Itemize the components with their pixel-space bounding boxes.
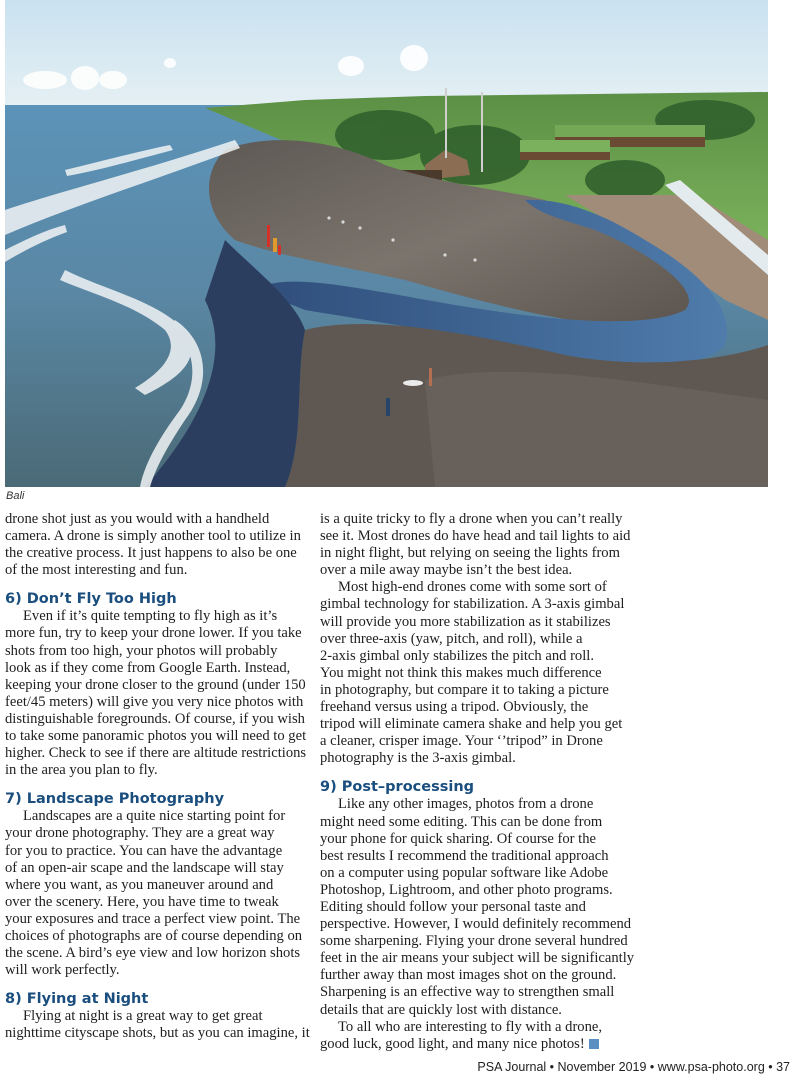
article-column-right bbox=[320, 511, 638, 1053]
gimbal-paragraph: Most high-end drones come with some sort of gimbal technology for stabilization. A 3-axis gimbal will provide you more stabilization as it stabilizes over three-axis (yaw, pitch, and roll), while a 2-axis gimbal only stabilizes the pitch and roll. You might not think this makes much difference in photography, but compare it to taking a picture freehand versus using a tripod. Obviously, the tripod will eliminate camera shake and help you get a cleaner, crisper image. Your ‘’tripod” in Drone photography is the 3-axis gimbal. bbox=[320, 579, 625, 767]
end-of-article-square-icon bbox=[589, 1039, 599, 1049]
section-6-paragraph: Even if it’s quite tempting to fly high as it’s more fun, try to keep your drone lower. If you take shots from too high, your photos will probably look as if they come from Google Earth. Instead, keeping your drone closer to the ground (under 150 feet/45 meters) will give you very nice photos with distinguishable foregrounds. Of course, if you wish to take some panoramic photos you will need to get higher. Check to see if there are altitude restrictions in the area you plan to fly. bbox=[5, 608, 307, 779]
heading-flying-at-night: 8) Flying at Night bbox=[5, 991, 149, 1008]
intro-paragraph: drone shot just as you would with a handheld camera. A drone is simply another tool to utilize in the creative process. It just happens to also be one of the most interesting and fun. bbox=[5, 511, 301, 579]
section-7-paragraph: Landscapes are a quite nice starting point for your drone photography. They are a great way for you to practice. You can have the advantage of an open-air scape and the landscape will stay where you want, as you maneuver around and over the scenery. Here, you have time to tweak your exposures and trace a perfect view point. The choices of photographs are of course depending on the scene. A bird’s eye view and low horizon shots will work perfectly. bbox=[5, 808, 303, 979]
section-9-paragraph: Like any other images, photos from a drone might need some editing. This can be done from your phone for quick sharing. Of course for the best results I recommend the traditional approach on a computer using popular software like Adobe Photoshop, Lightroom, and other photo programs. Editing should follow your personal taste and perspective. However, I would definitely recommend some sharpening. Flying your drone several hundred feet in the air means your subject will be significantly further away than most images shot on the ground. Sharpening is an effective way to strengthen small details that are quickly lost with distance. bbox=[320, 796, 635, 1018]
beach-photo-illustration bbox=[5, 0, 768, 487]
section-8-paragraph-start: Flying at night is a great way to get great nighttime cityscape shots, but as you can imagine, it bbox=[5, 1008, 310, 1042]
bali-aerial-photo bbox=[5, 0, 768, 487]
closing-line-text: good luck, good light, and many nice photos! bbox=[320, 1035, 585, 1052]
heading-post-processing: 9) Post–processing bbox=[320, 779, 475, 796]
section-8-paragraph-continued: is a quite tricky to fly a drone when you can’t really see it. Most drones do have head and tail lights to aid in night flight, but relying on seeing the lights from over a mile away maybe isn’t the best idea. bbox=[320, 511, 631, 579]
heading-landscape-photography: 7) Landscape Photography bbox=[5, 791, 225, 808]
page-footer: PSA Journal • November 2019 • www.psa-photo.org • 37 bbox=[477, 1060, 790, 1074]
article-column-left bbox=[5, 511, 310, 1042]
closing-paragraph: To all who are interesting to fly with a drone, good luck, good light, and many nice photos! bbox=[320, 1018, 603, 1052]
photo-caption: Bali bbox=[6, 490, 25, 502]
heading-dont-fly-too-high: 6) Don’t Fly Too High bbox=[5, 591, 177, 608]
